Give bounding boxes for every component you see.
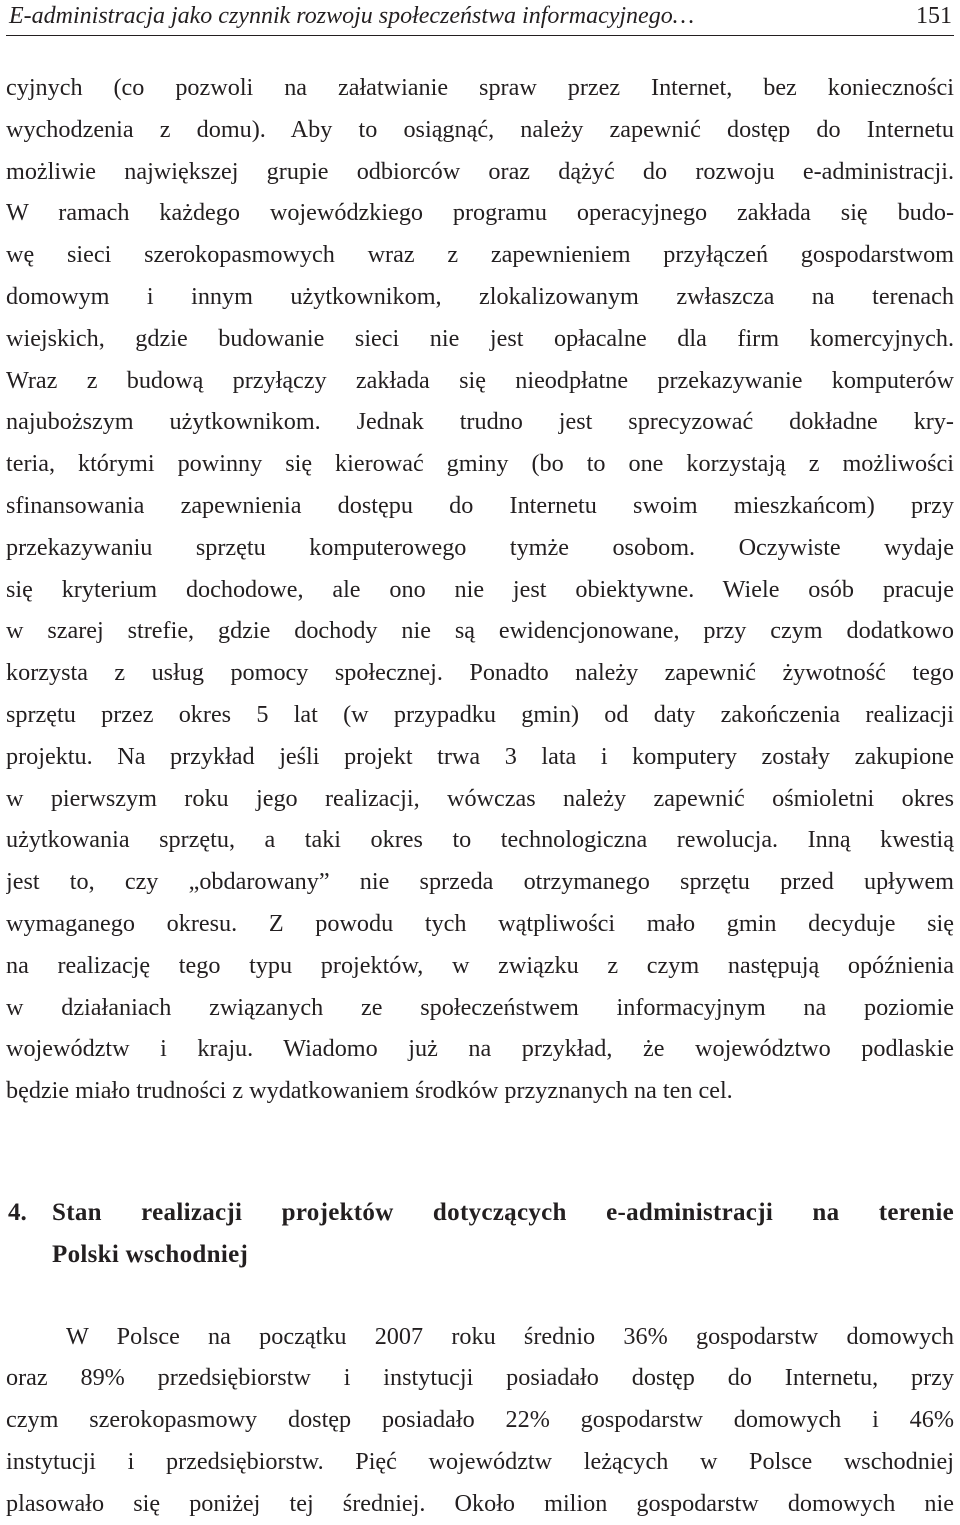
text-line: w szarej strefie, gdzie dochody nie są ewidencjonowane, przy czym dodatkowo: [6, 617, 954, 645]
text-line: korzysta z usług pomocy społecznej. Ponadto należy zapewnić żywotność tego: [6, 659, 954, 687]
section-title-line: Polski wschodniej: [52, 1240, 249, 1268]
text-line: projektu. Na przykład jeśli projekt trwa 3 lata i komputery zostały zakupione: [6, 742, 954, 770]
text-line: wychodzenia z domu). Aby to osiągnąć, należy zapewnić dostęp do Internetu: [6, 115, 954, 143]
section-title: [52, 1192, 954, 1276]
text-line: cyjnych (co pozwoli na załatwianie spraw przez Internet, bez konieczności: [6, 74, 954, 101]
text-line: wę sieci szerokopasmowych wraz z zapewnieniem przyłączeń gospodarstwom: [6, 241, 954, 269]
text-line: W Polsce na początku 2007 roku średnio 36% gospodarstw domowych: [66, 1322, 954, 1350]
text-line: na realizację tego typu projektów, w związku z czym następują opóźnienia: [6, 951, 954, 979]
text-line: przekazywaniu sprzętu komputerowego tymże osobom. Oczywiste wydaje: [6, 533, 954, 561]
text-line: teria, którymi powinny się kierować gminy (bo to one korzystają z możliwości: [6, 450, 954, 478]
document-page: [6, 0, 954, 1525]
text-line: województw i kraju. Wiadomo już na przykład, że województwo podlaskie: [6, 1035, 954, 1063]
text-line: sprzętu przez okres 5 lat (w przypadku gmin) od daty zakończenia realizacji: [6, 700, 954, 728]
page-number: 151: [916, 3, 952, 29]
running-header: [6, 1, 954, 36]
text-line: oraz 89% przedsiębiorstw i instytucji posiadało dostęp do Internetu, przy: [6, 1364, 954, 1392]
section-title-line: Stan realizacji projektów dotyczących e-administracji na terenie: [52, 1198, 954, 1226]
text-line: będzie miało trudności z wydatkowaniem środków przyznanych na ten cel.: [6, 1077, 733, 1105]
text-line: wymaganego okresu. Z powodu tych wątpliwości mało gmin decyduje się: [6, 909, 954, 937]
running-title: E-administracja jako czynnik rozwoju społeczeństwa informacyjnego…: [9, 3, 695, 29]
text-line: sfinansowania zapewnienia dostępu do Internetu swoim mieszkańcom) przy: [6, 491, 954, 519]
paragraph: [6, 67, 954, 1112]
text-line: jest to, czy „obdarowany” nie sprzeda otrzymanego sprzętu przed upływem: [6, 868, 954, 896]
text-line: w pierwszym roku jego realizacji, wówczas należy zapewnić ośmioletni okres: [6, 784, 954, 812]
section-number: 4.: [8, 1198, 27, 1226]
text-line: wiejskich, gdzie budowanie sieci nie jest opłacalne dla firm komercyjnych.: [6, 324, 954, 352]
text-line: W ramach każdego wojewódzkiego programu operacyjnego zakłada się budo-: [6, 199, 954, 227]
text-line: najuboższym użytkownikom. Jednak trudno jest sprecyzować dokładne kry-: [6, 408, 954, 436]
text-line: czym szerokopasmowy dostęp posiadało 22% gospodarstw domowych i 46%: [6, 1406, 954, 1434]
paragraph: [6, 1316, 954, 1525]
text-line: plasowało się poniżej tej średniej. Około milion gospodarstw domowych nie: [6, 1489, 954, 1517]
text-line: się kryterium dochodowe, ale ono nie jest obiektywne. Wiele osób pracuje: [6, 575, 954, 603]
text-line: w działaniach związanych ze społeczeństwem informacyjnym na poziomie: [6, 993, 954, 1021]
text-line: Wraz z budową przyłączy zakłada się nieodpłatne przekazywanie komputerów: [6, 366, 954, 394]
text-line: domowym i innym użytkownikom, zlokalizowanym zwłaszcza na terenach: [6, 282, 954, 310]
text-line: instytucji i przedsiębiorstw. Pięć województw leżących w Polsce wschodniej: [6, 1447, 954, 1475]
text-line: użytkowania sprzętu, a taki okres to technologiczna rewolucja. Inną kwestią: [6, 826, 954, 854]
text-line: możliwie największej grupie odbiorców oraz dążyć do rozwoju e-administracji.: [6, 157, 954, 185]
section-heading: [6, 1192, 954, 1276]
